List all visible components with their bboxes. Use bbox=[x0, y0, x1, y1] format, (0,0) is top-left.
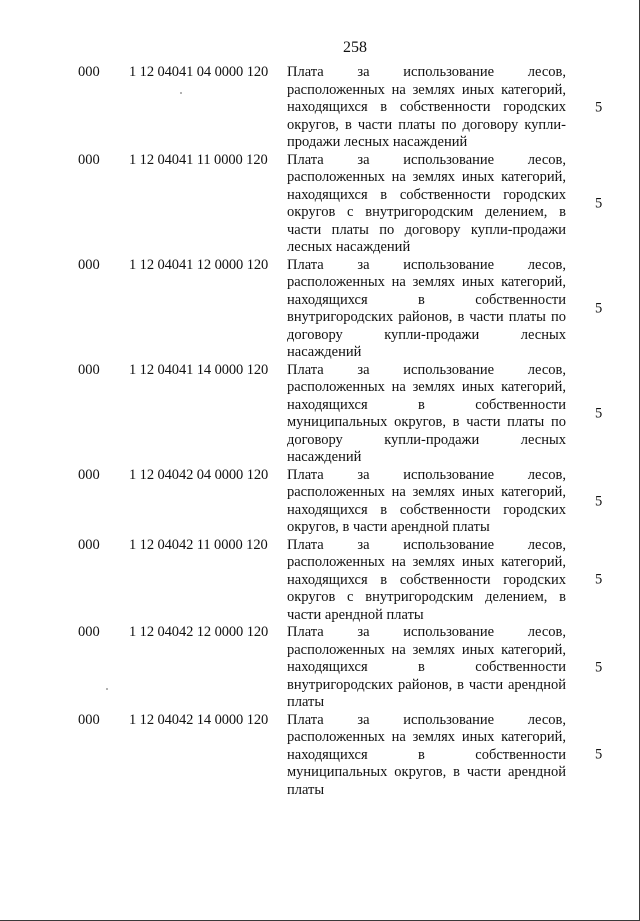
page-number: 258 bbox=[343, 39, 367, 56]
budget-classification-code: 1 12 04041 12 0000 120 bbox=[129, 256, 269, 273]
budget-classification-code: 1 12 04042 14 0000 120 bbox=[129, 711, 269, 728]
admin-code: 000 bbox=[78, 711, 100, 728]
income-description: Плата за использование лесов, расположенных на землях иных категорий, находящихся в собственности городских округов с внутригородским делением, в части платы по договору купли-продажи лесных насаждений bbox=[287, 151, 566, 255]
table-row bbox=[0, 152, 640, 257]
budget-table bbox=[0, 64, 640, 799]
admin-code: 000 bbox=[78, 151, 100, 168]
income-description: Плата за использование лесов, расположенных на землях иных категорий, находящихся в собственности городских округов, в части платы по договору купли-продажи лесных насаждений bbox=[287, 64, 566, 150]
table-row bbox=[0, 467, 640, 537]
admin-code: 000 bbox=[78, 624, 100, 640]
row-value: 5 bbox=[595, 746, 603, 763]
row-value: 5 bbox=[595, 300, 603, 317]
table-row bbox=[0, 362, 640, 467]
table-row bbox=[0, 257, 640, 362]
row-value: 5 bbox=[595, 99, 603, 115]
income-description: Плата за использование лесов, расположенных на землях иных категорий, находящихся в собственности внутригородских районов, в части арендной платы bbox=[287, 624, 566, 710]
row-value: 5 bbox=[595, 571, 603, 588]
budget-classification-code: 1 12 04041 14 0000 120 bbox=[129, 361, 269, 378]
scan-speck bbox=[180, 92, 182, 94]
table-row bbox=[0, 64, 640, 152]
row-value: 5 bbox=[595, 659, 603, 675]
income-description: Плата за использование лесов, расположенных на землях иных категорий, находящихся в собственности муниципальных округов, в части арендной платы bbox=[287, 711, 566, 798]
row-value: 5 bbox=[595, 492, 603, 509]
admin-code: 000 bbox=[78, 256, 100, 273]
budget-classification-code: 1 12 04042 12 0000 120 bbox=[129, 624, 269, 640]
admin-code: 000 bbox=[78, 361, 100, 378]
admin-code: 000 bbox=[78, 64, 100, 80]
income-description: Плата за использование лесов, расположенных на землях иных категорий, находящихся в собственности муниципальных округов, в части платы по договору купли-продажи лесных насаждений bbox=[287, 361, 566, 465]
table-row bbox=[0, 712, 640, 800]
admin-code: 000 bbox=[78, 466, 100, 483]
row-value: 5 bbox=[595, 195, 603, 212]
row-value: 5 bbox=[595, 405, 603, 422]
admin-code: 000 bbox=[78, 536, 100, 553]
income-description: Плата за использование лесов, расположенных на землях иных категорий, находящихся в собственности внутригородских районов, в части платы по договору купли-продажи лесных насаждений bbox=[287, 256, 566, 360]
budget-classification-code: 1 12 04042 11 0000 120 bbox=[129, 536, 268, 553]
income-description: Плата за использование лесов, расположенных на землях иных категорий, находящихся в собственности городских округов, в части арендной платы bbox=[287, 466, 566, 535]
budget-classification-code: 1 12 04042 04 0000 120 bbox=[129, 466, 269, 483]
table-row bbox=[0, 537, 640, 625]
budget-classification-code: 1 12 04041 11 0000 120 bbox=[129, 151, 268, 168]
budget-classification-code: 1 12 04041 04 0000 120 bbox=[129, 64, 269, 80]
scan-speck bbox=[106, 688, 108, 690]
table-row bbox=[0, 624, 640, 712]
income-description: Плата за использование лесов, расположенных на землях иных категорий, находящихся в собственности городских округов с внутригородским делением, в части арендной платы bbox=[287, 536, 566, 623]
